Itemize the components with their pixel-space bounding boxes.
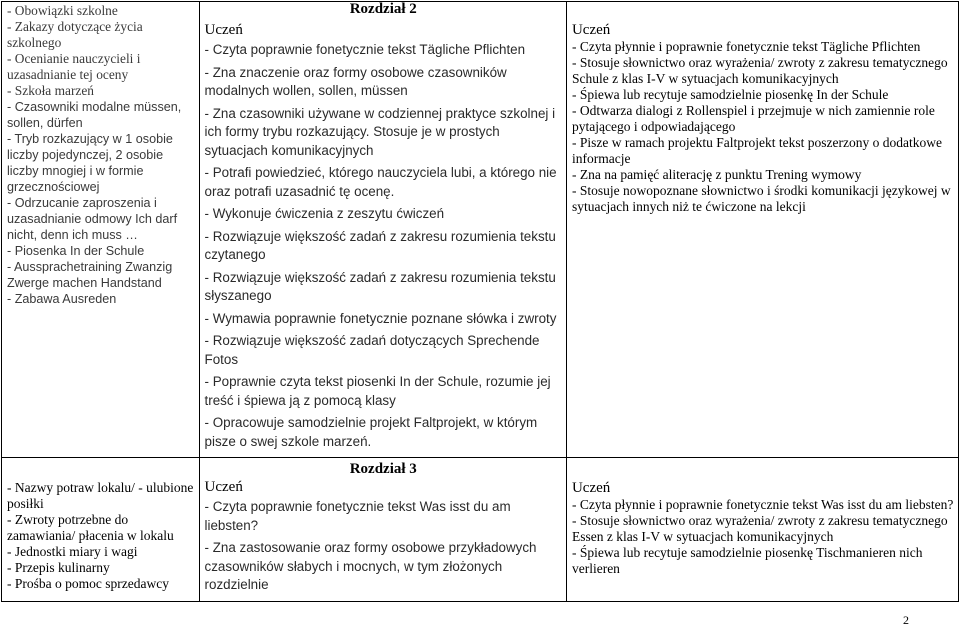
table-row-chapter-2 (2, 2, 959, 458)
chapter-heading: Rozdział 2 (349, 1, 417, 17)
requirement-item: - Stosuje słownictwo oraz wyrażenia/ zwroty z zakresu tematycznego Schule z klas I-V w sytuacjach komunikacyjnych (571, 55, 948, 86)
topic-item: - Zabawa Ausreden (7, 292, 117, 306)
requirement-item: - Czyta poprawnie fonetycznie tekst Tägliche Pflichten (204, 42, 526, 57)
requirement-item: - Zna czasowniki używane w codziennej praktyce szkolnej i ich formy trybu rozkazujący. Stosuje je w prostych sytuacjach komunikacyjnych (204, 105, 556, 158)
curriculum-table (1, 1, 959, 602)
requirement-item: - Czyta poprawnie fonetycznie tekst Was isst du am liebsten? (204, 499, 511, 533)
topic-item: - Czasowniki modalne müssen, sollen, dürfen (7, 100, 182, 130)
topic-item: - Zwroty potrzebne do zamawiania/ płacenia w lokalu (7, 512, 174, 543)
topics-cell (2, 458, 200, 602)
student-label: Uczeń (204, 479, 243, 495)
topic-item: - Szkoła marzeń (7, 83, 94, 98)
student-label: Uczeń (571, 22, 611, 38)
requirement-item: - Stosuje słownictwo oraz wyrażenia/ zwroty z zakresu tematycznego Essen z klas I-V w sytuacjach komunikacyjnych (571, 513, 948, 544)
requirement-item: - Opracowuje samodzielnie projekt Faltprojekt, w którym pisze o swej szkole marzeń. (204, 415, 538, 449)
extended-requirements-cell (566, 458, 958, 602)
requirement-item: - Śpiewa lub recytuje samodzielnie piosenkę In der Schule (571, 87, 889, 102)
topic-item: - Zakazy dotyczące życia szkolnego (7, 19, 143, 50)
requirement-item: - Odtwarza dialogi z Rollenspiel i przejmuje w nich zamiennie role pytającego i odpowiadającego (571, 103, 935, 134)
requirement-item: - Zna na pamięć aliterację z punktu Trening wymowy (571, 167, 862, 182)
topic-item: - Nazwy potraw lokalu/ - ulubione posiłki (7, 480, 194, 511)
topic-item: - Piosenka In der Schule (7, 244, 145, 258)
requirement-item: - Rozwiązuje większość zadań z zakresu rozumienia tekstu słyszanego (204, 269, 556, 303)
requirement-item: - Stosuje nowopoznane słownictwo i środki komunikacji językowej w sytuacjach innych niż te ćwiczone na lekcji (571, 183, 951, 214)
topic-item: - Aussprachetraining Zwanzig Zwerge machen Handstand (7, 260, 173, 290)
basic-requirements-cell (199, 458, 566, 602)
extended-requirements-cell (566, 2, 958, 458)
requirement-item: - Wykonuje ćwiczenia z zeszytu ćwiczeń (204, 206, 445, 221)
requirement-item: - Poprawnie czyta tekst piosenki In der Schule, rozumie jej treść i śpiewa ją z pomocą klasy (204, 374, 551, 408)
student-label: Uczeń (204, 22, 243, 38)
basic-requirements-cell (199, 2, 566, 458)
topics-cell (2, 2, 200, 458)
requirement-item: - Pisze w ramach projektu Faltprojekt tekst poszerzony o dodatkowe informacje (571, 135, 942, 166)
requirement-item: - Śpiewa lub recytuje samodzielnie piosenkę Tischmanieren nich verlieren (571, 545, 923, 576)
requirement-item: - Wymawia poprawnie fonetycznie poznane słówka i zwroty (204, 310, 557, 326)
requirement-item: - Potrafi powiedzieć, którego nauczyciela lubi, a którego nie oraz potrafi uzasadnić tę ocenę. (204, 165, 557, 199)
topic-item: - Prośba o pomoc sprzedawcy (7, 576, 169, 591)
requirement-item: - Zna zastosowanie oraz formy osobowe przykładowych czasowników słabych i mocnych, w tym złożonych rozdzielnie (204, 540, 537, 592)
topic-item: - Ocenianie nauczycieli i uzasadnianie tej oceny (7, 51, 141, 82)
topic-item: - Jednostki miary i wagi (7, 544, 138, 559)
topic-item: - Odrzucanie zaproszenia i uzasadnianie odmowy Ich darf nicht, denn ich muss … (7, 196, 178, 242)
page-number: 2 (903, 613, 909, 627)
table-row-chapter-3 (2, 458, 959, 602)
requirement-item: - Rozwiązuje większość zadań z zakresu rozumienia tekstu czytanego (204, 228, 556, 262)
requirement-item: - Czyta płynnie i poprawnie fonetycznie tekst Tägliche Pflichten (571, 39, 921, 54)
requirement-item: - Czyta płynnie i poprawnie fonetycznie tekst Was isst du am liebsten? (571, 497, 954, 512)
topic-item: - Przepis kulinarny (7, 560, 110, 575)
requirement-item: - Rozwiązuje większość zadań dotyczących Sprechende Fotos (204, 333, 540, 367)
requirement-item: - Zna znaczenie oraz formy osobowe czasowników modalnych wollen, sollen, müssen (204, 64, 507, 98)
topic-item: - Tryb rozkazujący w 1 osobie liczby pojedynczej, 2 osobie liczby mnogiej i w formie grzecznościowej (7, 132, 173, 194)
student-label: Uczeń (571, 480, 611, 496)
chapter-heading: Rozdział 3 (349, 461, 417, 477)
topic-item: - Obowiązki szkolne (7, 3, 118, 18)
